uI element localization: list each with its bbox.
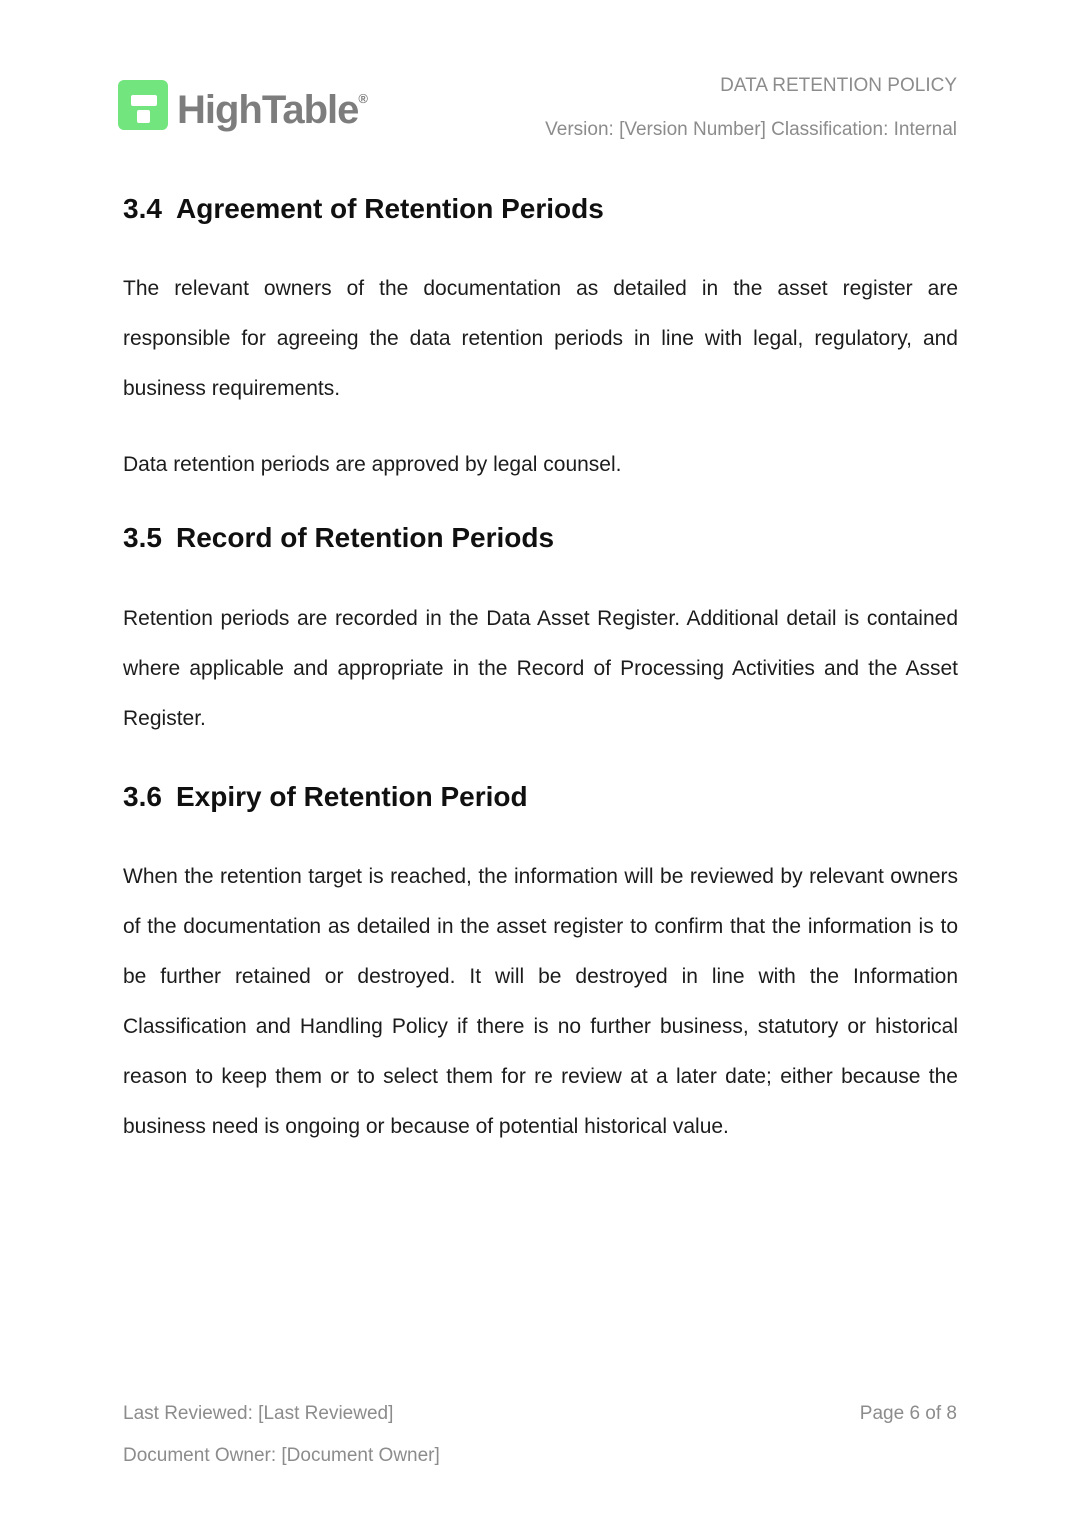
section-number: 3.6 [123,781,162,812]
registered-trademark-symbol: ® [358,91,368,106]
paragraph: Data retention periods are approved by legal counsel. [123,453,622,476]
section-title: Record of Retention Periods [176,522,555,553]
section-number: 3.5 [123,522,162,553]
paragraph: Retention periods are recorded in the Data Asset Register. Additional detail is contained where applicable and appropriate in the Record of Processing Activities and the Asset Register. [123,607,958,730]
section-heading-3-4 [123,192,958,226]
section-title: Expiry of Retention Period [176,781,528,812]
version-classification-line: Version: [Version Number] Classification: Internal [545,119,957,140]
section-title: Agreement of Retention Periods [176,193,604,224]
logo-table-leg-shape [137,110,150,123]
footer-document-owner: Document Owner: [Document Owner] [123,1445,440,1466]
logo-text: HighTable [177,88,359,132]
hightable-logo [118,74,368,135]
hightable-logo-icon [118,80,168,130]
logo-table-top-shape [131,95,157,106]
paragraph: The relevant owners of the documentation as detailed in the asset register are responsible for agreeing the data retention periods in line with legal, regulatory, and business requirements. [123,277,958,400]
logo-wordmark [177,74,368,135]
section-heading-3-5 [123,521,958,555]
document-title: DATA RETENTION POLICY [720,75,957,96]
footer-last-reviewed: Last Reviewed: [Last Reviewed] [123,1403,394,1424]
section-number: 3.4 [123,193,162,224]
section-heading-3-6 [123,780,958,814]
footer-page-number: Page 6 of 8 [859,1403,957,1424]
paragraph: When the retention target is reached, the information will be reviewed by relevant owners of the documentation as detailed in the asset register to confirm that the information is to be further retained or destroyed. It will be destroyed in line with the Information Classification and Handling Policy if there is no further business, statutory or historical reason to keep them or to select them for re review at a later date; either because the business need is ongoing or because of potential historical value. [123,865,958,1138]
